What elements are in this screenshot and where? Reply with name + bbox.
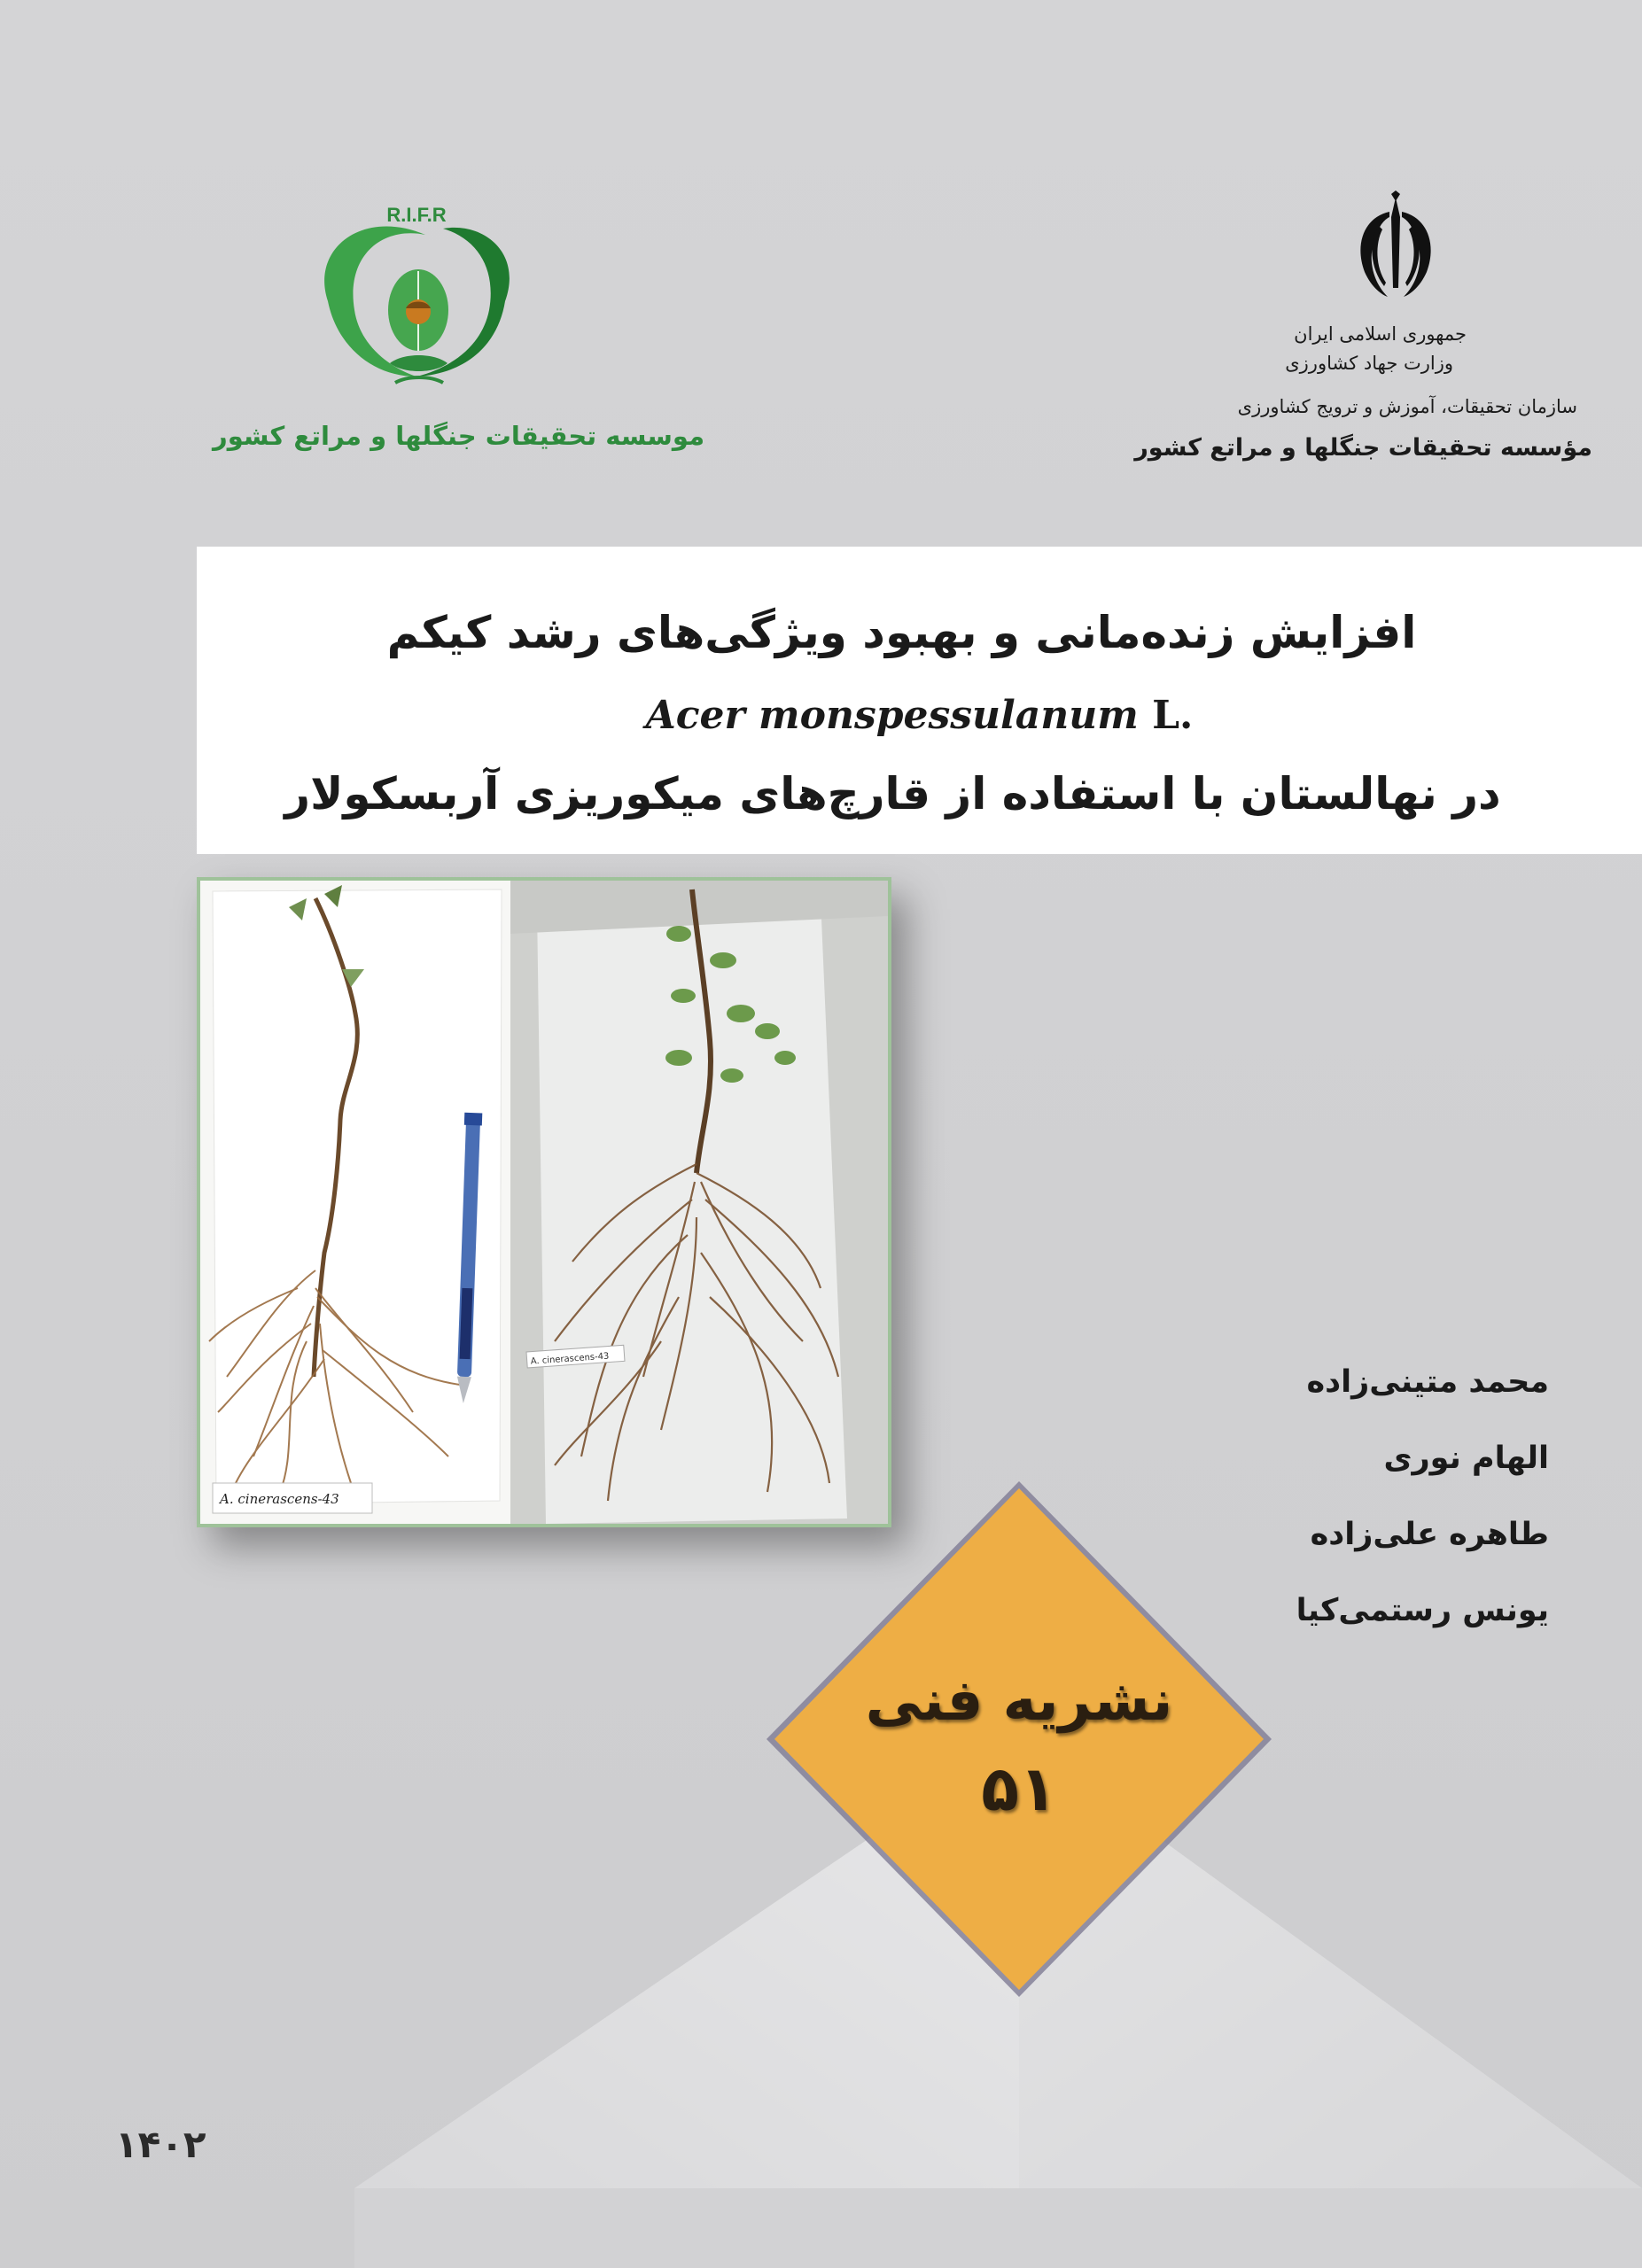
photo-label: A. cinerascens-43 [220,1491,339,1507]
institute-name: مؤسسه تحقیقات جنگلها و مراتع کشور [1134,434,1592,462]
scientific-name-author: L. [1152,693,1194,738]
publication-badge [762,1478,1276,2000]
rifr-leaf-logo-icon [292,186,541,399]
title-scientific-name [197,693,1642,738]
svg-text:R.I.F.R: R.I.F.R [386,204,447,226]
country-name: جمهوری اسلامی ایران [1294,323,1467,345]
author-4: یونس رستمی‌کیا [1296,1593,1549,1628]
organization-name: سازمان تحقیقات، آموزش و ترویج کشاورزی [1237,396,1577,417]
author-1: محمد متینی‌زاده [1306,1364,1549,1400]
title-line-3: در نهالستان با استفاده از قارچ‌های میکوریزی آربسکولار [284,768,1501,819]
seedling-photo-image [200,881,888,1524]
rifr-caption: موسسه تحقیقات جنگلها و مراتع کشور [213,421,705,451]
photo-tag: A. cinerascens-43 [530,1351,610,1367]
publication-year: ۱۴۰۲ [115,2123,206,2166]
author-3: طاهره علی‌زاده [1310,1517,1549,1552]
diamond-shape [762,1478,1276,2000]
publication-number: ۵۱ [981,1752,1057,1825]
publication-type: نشریه فنی [865,1668,1173,1734]
ministry-name: وزارت جهاد کشاورزی [1285,353,1453,374]
title-line-1: افزایش زنده‌مانی و بهبود ویژگی‌های رشد کیکم [386,607,1417,658]
author-2: الهام نوری [1383,1441,1549,1476]
seedling-root-photo [197,877,891,1527]
iran-emblem-icon [1329,190,1462,306]
title-band [197,547,1642,854]
scientific-name-italic: Acer monspessulanum [645,693,1139,738]
